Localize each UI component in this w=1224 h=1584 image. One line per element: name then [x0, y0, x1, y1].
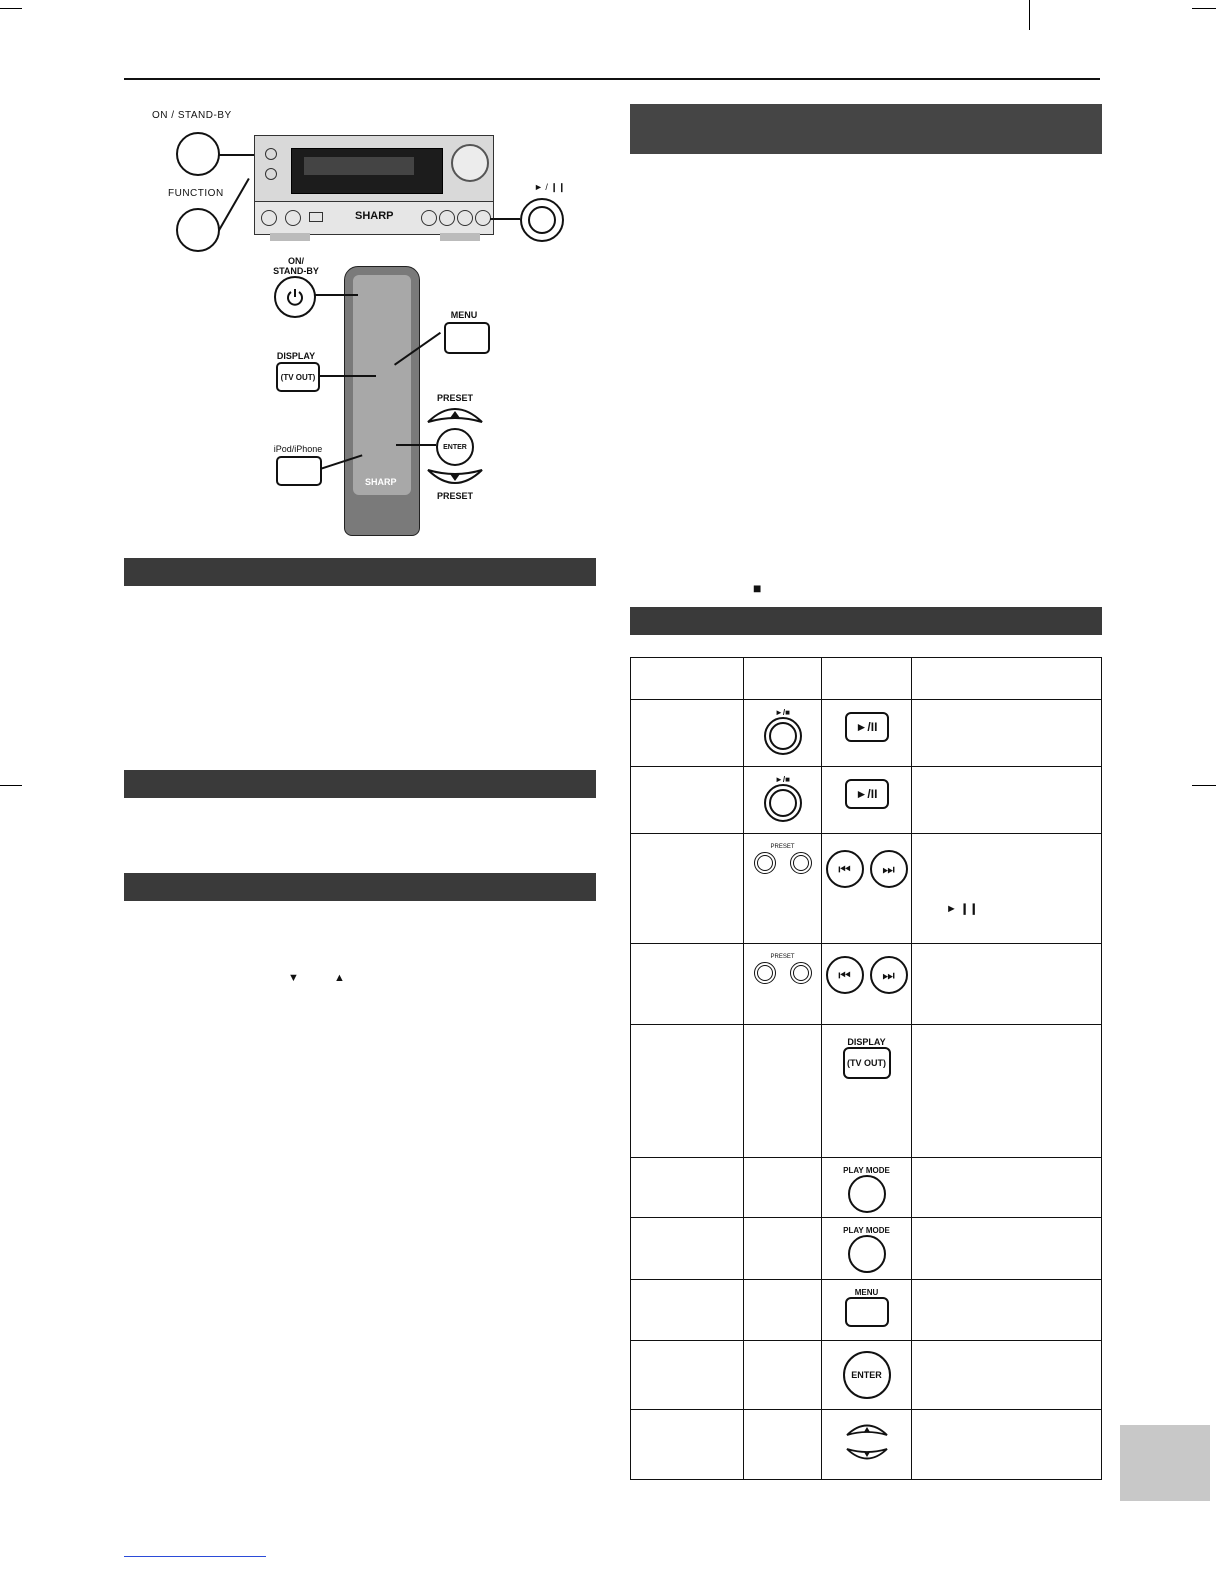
main-preset-label: PRESET: [770, 954, 795, 960]
crop-mark: [0, 8, 22, 9]
main-skip-back-icon: [754, 852, 776, 874]
header-rule: [124, 78, 1100, 80]
crop-mark: [1192, 785, 1216, 786]
footer-link-underline: [124, 1556, 266, 1557]
on-standby-callout-button: [176, 132, 220, 176]
main-play-stop-icon: [764, 717, 802, 755]
play-pause-label: ► / ❙❙: [534, 182, 566, 192]
title-header-bar: [630, 104, 1102, 154]
remote-play-mode-label: PLAY MODE: [843, 1166, 890, 1175]
main-unit-top: [254, 135, 494, 203]
function-label: FUNCTION: [168, 188, 224, 199]
table-row: [631, 700, 1102, 767]
remote-play-mode-label: PLAY MODE: [843, 1226, 890, 1235]
play-pause-callout: [520, 198, 564, 242]
down-arrow-symbol: ▼: [288, 972, 299, 984]
remote-brand: SHARP: [365, 477, 397, 487]
main-skip-forward-icon: [790, 852, 812, 874]
main-skip-back-icon: [754, 962, 776, 984]
remote-enter-icon: ENTER: [843, 1351, 891, 1399]
remote-preset-up-icon: [845, 1420, 889, 1438]
main-unit-front: [254, 201, 494, 235]
ipod-callout-button: [276, 456, 322, 486]
unit-brand: SHARP: [355, 210, 394, 222]
operations-table: [630, 657, 1102, 1480]
table-row: [631, 1341, 1102, 1410]
function-callout-button: [176, 208, 220, 252]
leader-line: [314, 294, 358, 296]
remote-skip-back-icon: ⏮: [826, 850, 864, 888]
crop-mark: [1192, 8, 1216, 9]
leader-line: [490, 218, 520, 220]
play-pause-inline-text: ► ❙❙: [946, 903, 979, 915]
preset-down-label: PRESET: [436, 491, 473, 501]
table-row: [631, 834, 1102, 944]
remote-play-pause-icon: ►/II: [845, 779, 889, 809]
remote-skip-forward-icon: ⏭: [870, 956, 908, 994]
stop-symbol: ■: [753, 580, 762, 596]
remote-menu-label: MENU: [854, 1288, 879, 1297]
volume-knob: [451, 144, 489, 182]
remote-play-mode-icon: [848, 1235, 886, 1273]
remote-skip-back-icon: ⏮: [826, 956, 864, 994]
page-tab: [1120, 1425, 1210, 1501]
main-skip-forward-icon: [790, 962, 812, 984]
leader-line: [218, 154, 256, 156]
leader-line: [218, 178, 249, 231]
main-play-stop-label: ►/■: [775, 708, 790, 717]
preset-up-label: PRESET: [436, 393, 473, 403]
menu-callout-button: [444, 322, 490, 354]
power-icon: [286, 288, 304, 306]
main-unit-display: [291, 148, 443, 194]
ipod-label: iPod/iPhone: [273, 444, 323, 454]
up-arrow-symbol: ▲: [334, 972, 345, 984]
table-header-row: [631, 658, 1102, 700]
leader-line: [396, 444, 436, 446]
remote-power-button-callout: [274, 276, 316, 318]
table-row: [631, 944, 1102, 1025]
remote-preset-down-icon: [845, 1446, 889, 1464]
remote-play-pause-icon: ►/II: [845, 712, 889, 742]
section-header-bar: [124, 770, 596, 798]
table-row: [631, 1025, 1102, 1158]
section-header-bar: [630, 607, 1102, 635]
table-row: [631, 1158, 1102, 1218]
remote-menu-icon: [845, 1297, 889, 1327]
remote-display-label: DISPLAY: [847, 1037, 886, 1047]
remote-control: [344, 266, 420, 536]
table-row: [631, 767, 1102, 834]
section-header-bar: [124, 558, 596, 586]
display-label: DISPLAY: [276, 351, 316, 361]
on-standby-label: ON / STAND-BY: [152, 110, 232, 121]
crop-mark: [1029, 0, 1030, 30]
main-play-stop-icon: [764, 784, 802, 822]
main-preset-label: PRESET: [770, 844, 795, 850]
section-header-bar: [124, 873, 596, 901]
remote-on-standby-label: ON/ STAND-BY: [273, 256, 319, 276]
preset-up-callout: [426, 402, 484, 426]
crop-mark: [0, 785, 22, 786]
leader-line: [318, 375, 376, 377]
table-row: [631, 1218, 1102, 1280]
remote-skip-forward-icon: ⏭: [870, 850, 908, 888]
enter-callout-button: ENTER: [436, 428, 474, 466]
tv-out-callout-button: (TV OUT): [276, 362, 320, 392]
menu-label: MENU: [450, 310, 478, 320]
main-play-stop-label: ►/■: [775, 775, 790, 784]
remote-tv-out-icon: (TV OUT): [843, 1047, 891, 1079]
table-row: [631, 1280, 1102, 1341]
remote-play-mode-icon: [848, 1175, 886, 1213]
preset-down-callout: [426, 466, 484, 490]
table-row: [631, 1410, 1102, 1480]
